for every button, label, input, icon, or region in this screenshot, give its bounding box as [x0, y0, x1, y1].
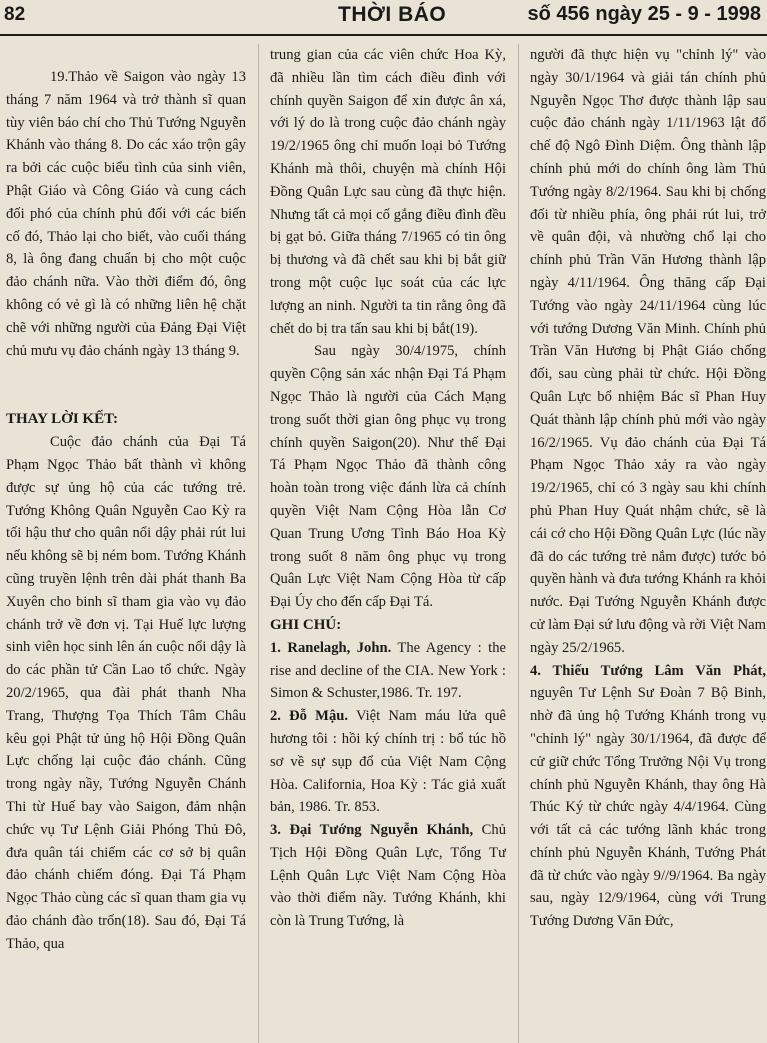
footnote-text: nguyên Tư Lệnh Sư Đoàn 7 Bộ Binh, nhờ đã ủng hộ Tướng Khánh trong vụ "chỉnh lý" ngày 30/1/1964, đã được để cử giữ chức Tổng Trưởng Nội Vụ trong chính phủ Nguyễn Khánh, thay ông Hà Thúc Ký từ chức ngày 4/4/1964. Cùng với tất cả các tướng lãnh khác trong chính phủ Nguyễn Khánh, Tướng Phát đã từ chức vào ngày 9//9/1964. Ba ngày sau, ngày 12/9/1964, cùng với Trung Tướng Dương Văn Đức,: [530, 685, 766, 930]
footnote-text: Chủ Tịch Hội Đồng Quân Lực, Tổng Tư Lệnh Quân Lực Việt Nam Cộng Hòa vào thời điểm nầy. Tướng Khánh, khi còn là Trung Tướng, là: [270, 822, 506, 930]
footnote-3-continued: người đã thực hiện vụ "chỉnh lý" vào ngày 30/1/1964 và giải tán chính phủ Nguyễn Ngọc Thơ được thành lập sau cuộc đảo chánh ngày 1/11/1963 lật đổ chế độ Ngô Đình Diệm. Ông thành lập chính phủ mới do chính ông làm Thủ Tướng ngày 8/2/1964. Sau khi bị chống đối từ nhiều phía, ông phải rút lui, trở về quân đội, và nhường chổ lại cho chính phủ Trần Văn Hương thành lập ngày 4/11/1964. Ông thăng cấp Đại Tướng vào ngày 24/11/1964 cùng lúc với tướng Dương Văn Minh. Chính phủ Trần Văn Hương bị Phật Giáo chống đối, sau cùng phải từ chức. Hội Đồng Quân Lực bổ nhiệm Bác sĩ Phan Huy Quát thành lập chính phủ mới vào ngày 16/2/1965. Vụ đảo chánh của Đại Tá Phạm Ngọc Thảo xảy ra vào ngày 19/2/1965, chỉ có 3 ngày sau khi chính phủ Phan Huy Quát nhậm chức, sẽ là cái cớ cho Hội Đồng Quân Lực (lúc nầy đã do các tướng trẻ nắm được) tước bỏ quyền hành và đưa tướng Khánh ra khỏi nước. Đại Tướng Nguyễn Khánh được cử làm Đại sứ lưu động và rời Việt Nam ngày 25/2/1965.: [530, 47, 766, 656]
notes-heading: GHI CHÚ:: [270, 616, 342, 633]
article-column-1: [6, 44, 246, 1043]
footnote-3: [270, 819, 506, 933]
footnote-title: 4. Thiếu Tướng Lâm Văn Phát,: [530, 662, 766, 679]
page-number: 82: [4, 4, 26, 25]
article-paragraph: Cuộc đảo chánh của Đại Tá Phạm Ngọc Thảo bất thành vì không được sự ủng hộ của các tướng trẻ. Tướng Không Quân Nguyễn Cao Kỳ ra tối hậu thư cho quân nổi dậy phải rút lui nếu không sẽ bị ném bom. Tướng Khánh cũng truyền lệnh trên dài phát thanh Ba Xuyên cho binh sĩ tham gia vào vụ đảo chánh trở về đơn vị. Tại Huế lực lượng sinh viên học sinh lên án cuộc nổi dậy là do các phần tử Cần Lao tổ chức. Ngày 20/2/1965, qua đài phát thanh Nha Trang, Thượng Tọa Thích Tâm Châu kêu gọi Phật tử ủng hộ Hội Đồng Quân Lực chống lại cuộc đảo chánh. Cũng trong ngày nầy, Tướng Nguyễn Chánh Thi từ Huế bay vào Saigon, đảm nhận chức vụ Tư Lệnh Giải Phóng Thủ Đô, đưa quân tái chiếm các cơ sở bị quân đảo chánh chiếm đóng. Đại Tá Phạm Ngọc Thảo cùng các sĩ quan tham gia vụ đảo chánh đào trốn(18). Sau đó, Đại Tá Thảo, qua: [6, 434, 246, 952]
article-paragraph: 19.Thảo về Saigon vào ngày 13 tháng 7 năm 1964 và trở thành sĩ quan tùy viên báo chí cho Thủ Tướng Nguyễn Khánh vào tháng 8. Do các xáo trộn gây ra bởi các cuộc biểu tình của sinh viên, Phật Giáo và Công Giáo và cung cách đối phó của chính phủ đối với các biến cố đó, Thảo lại cho biết, vào cuối tháng 8, là ông đang chuẩn bị cho một cuộc đảo chánh nữa. Vào thời điểm đó, ông không có vẻ gì là có những liên hệ chặt chẽ với những người của Đảng Đại Việt chủ mưu vụ đảo chánh ngày 13 tháng 9.: [6, 69, 246, 359]
footnote-text: Việt Nam máu lửa quê hương tôi : hồi ký chính trị : bổ túc hồ sơ về sự sụp đổ của Việt Nam Cộng Hòa. California, Hoa Kỳ : Tác giả xuất bản, 1986. Tr. 853.: [270, 708, 506, 816]
article-paragraph: trung gian của các viên chức Hoa Kỳ, đã nhiều lần tìm cách điều đình với chính quyền Saigon để xin được ân xá, với lý do là trong cuộc đảo chánh ngày 19/2/1965 ông chỉ muốn loại bỏ Tướng Khánh mà thôi, chuyện mà chính Hội Đồng Quân Lực sau cùng đã thực hiện. Nhưng tất cả mọi cố gắng điều đình đều bị gạt bỏ. Giữa tháng 7/1965 có tin ông bị thương và đã chết sau khi bị bắt giữ trong một cuộc lục soát của các lực lượng an ninh. Người ta tin rằng ông đã chết do bị tra tấn sau khi bị bắt(19).: [270, 47, 506, 337]
issue-date: số 456 ngày 25 - 9 - 1998: [527, 3, 761, 25]
column-divider: [518, 44, 519, 1043]
footnote-title: 2. Đỗ Mậu.: [270, 708, 349, 725]
footnote-2: [270, 705, 506, 819]
newspaper-title: THỜI BÁO: [338, 3, 447, 26]
footnote-title: 1. Ranelagh, John.: [270, 639, 392, 656]
article-paragraph: Sau ngày 30/4/1975, chính quyền Cộng sản xác nhận Đại Tá Phạm Ngọc Thảo là người của Cách Mạng trong suốt thời gian ông phục vụ trong chính quyền Saigon(20). Như thế Đại Tá Phạm Ngọc Thảo đã thành công hoàn toàn trong việc đánh lừa cả chính quyền Việt Nam Cộng Hòa lẫn Cơ Quan Trung Ương Tình Báo Hoa Kỳ trong suốt 8 năm ông phục vụ trong Quân Lực Việt Nam Cộng Hòa từ cấp Đại Úy cho đến cấp Đại Tá.: [270, 343, 506, 611]
footnote-4: [530, 660, 766, 934]
footnote-text: The Agency : the rise and decline of the CIA. New York : Simon & Schuster,1986. Tr. 197.: [270, 639, 506, 702]
section-heading: THAY LỜI KẾT:: [6, 411, 118, 428]
article-column-2: [270, 44, 506, 1043]
page-header: [0, 0, 767, 36]
footnote-1: [270, 637, 506, 705]
footnote-title: 3. Đại Tướng Nguyễn Khánh,: [270, 822, 474, 839]
column-divider: [258, 44, 259, 1043]
article-column-3: [530, 44, 766, 1043]
